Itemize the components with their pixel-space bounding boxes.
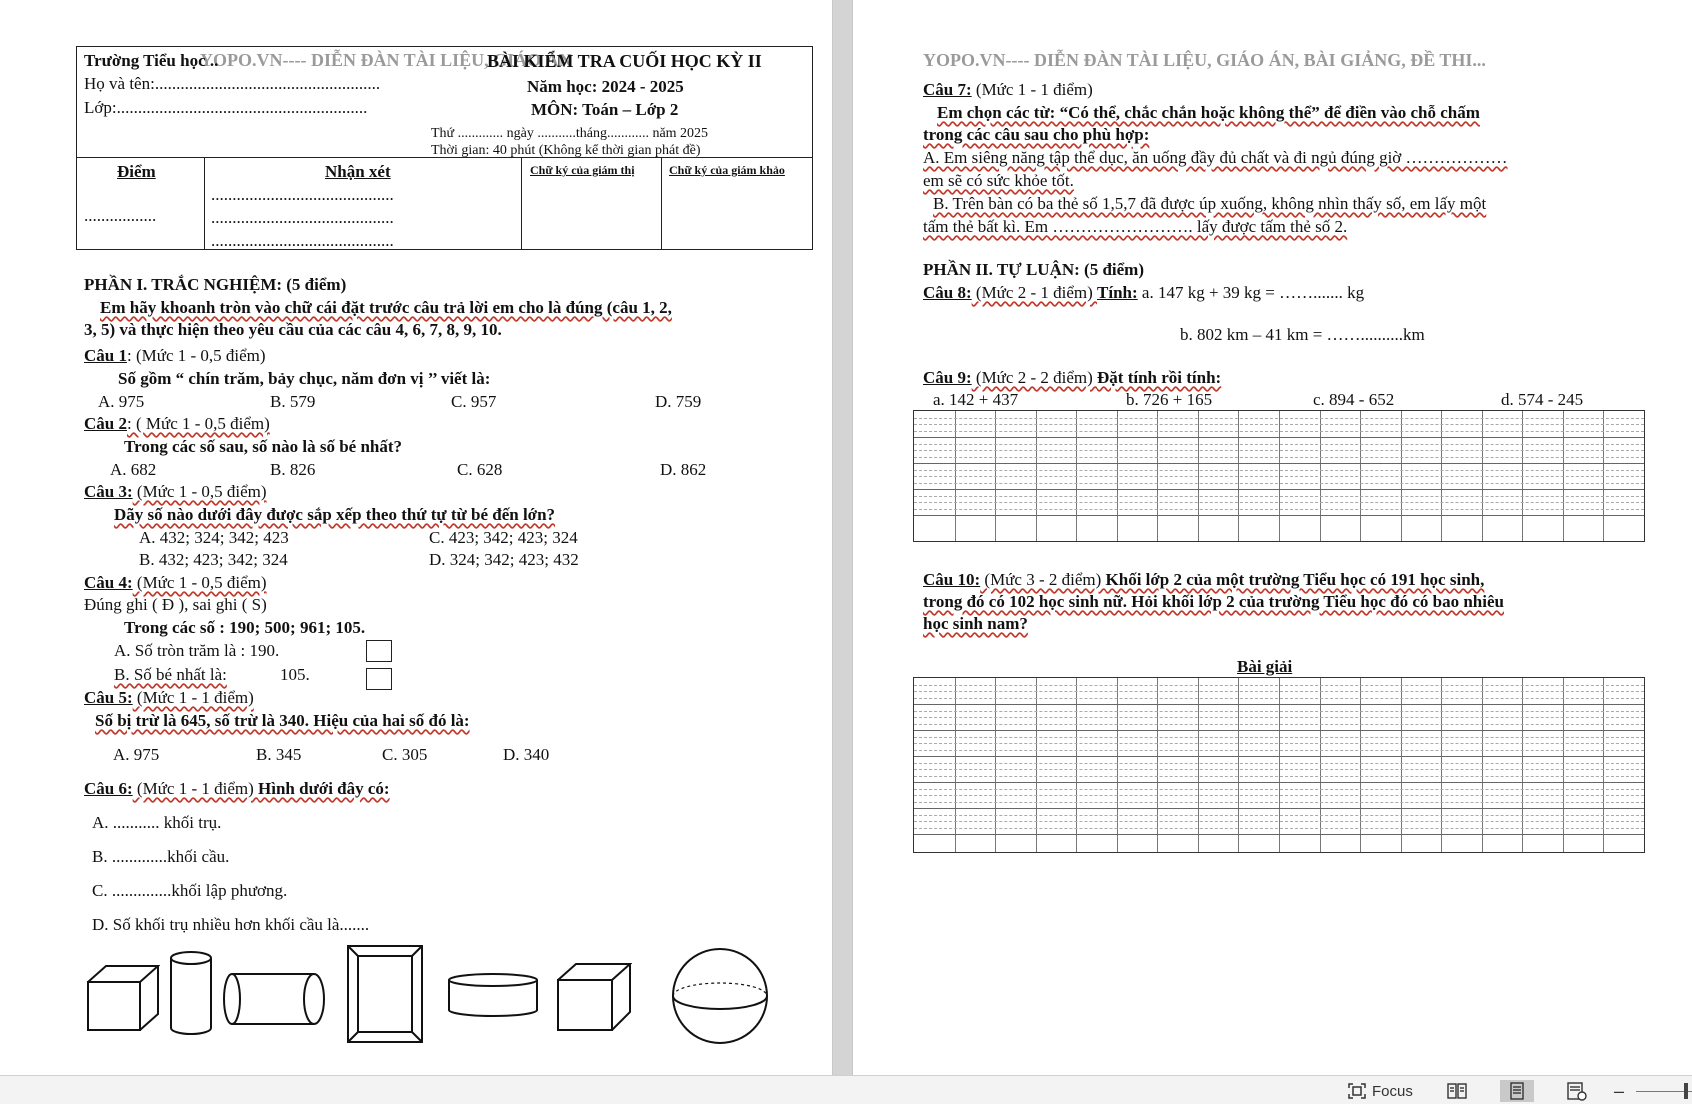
- zoom-slider-thumb[interactable]: [1684, 1083, 1688, 1099]
- q7-sentence-b-cont[interactable]: tấm thẻ bất kì. Em ……………………. lấy được tấm thẻ số 2.: [923, 217, 1348, 236]
- score-field[interactable]: .................: [84, 206, 157, 225]
- q8-part-a[interactable]: a. 147 kg + 39 kg = ……....... kg: [1137, 283, 1365, 302]
- grid-row-line: [914, 704, 1644, 705]
- q7-text: Em chọn các từ: “Có thể, chắc chắn hoặc không thể” để điền vào chỗ chấm: [937, 103, 1480, 122]
- q1-text: Số gồm “ chín trăm, bảy chục, năm đơn vị ’’ viết là:: [118, 369, 491, 388]
- cuboid-shape: [346, 944, 424, 1044]
- q6-label: Câu 6:: [84, 779, 133, 798]
- q5-label: Câu 5:: [84, 688, 133, 707]
- cylinder-shape: [168, 950, 214, 1036]
- part2-title: PHẦN II. TỰ LUẬN: (5 điểm): [923, 260, 1144, 279]
- q9-problem-b: b. 726 + 165: [1126, 390, 1213, 409]
- grid-subline: [914, 685, 1644, 686]
- q8-label: Câu 8:: [923, 283, 972, 302]
- grid-subline: [914, 483, 1644, 484]
- print-layout-icon: [1508, 1081, 1526, 1101]
- grid-subline: [914, 750, 1644, 751]
- grid-row-line: [914, 489, 1644, 490]
- grid-row-line: [914, 808, 1644, 809]
- grid-row-line: [914, 463, 1644, 464]
- zoom-slider[interactable]: [1636, 1080, 1692, 1102]
- part1-instruction-cont: 3, 5) và thực hiện theo yêu cầu của các câu 4, 6, 7, 8, 9, 10.: [84, 320, 502, 339]
- q1-option-a[interactable]: A. 975: [98, 392, 145, 411]
- q2-label: Câu 2: [84, 414, 127, 433]
- comment-line[interactable]: ...........................................: [211, 185, 394, 204]
- q3-option-d[interactable]: D. 324; 342; 423; 432: [429, 550, 579, 569]
- grid-subline: [914, 698, 1644, 699]
- q8-task: Tính:: [1097, 283, 1138, 302]
- q5-option-c[interactable]: C. 305: [382, 745, 428, 764]
- class-line[interactable]: Lớp:...........................................................: [84, 98, 368, 117]
- q6-item-a: A. ........... khối trụ.: [92, 813, 222, 832]
- grid-subline: [914, 815, 1644, 816]
- grid-subline: [914, 717, 1644, 718]
- q3-option-c[interactable]: C. 423; 342; 423; 324: [429, 528, 578, 547]
- q1-option-d[interactable]: D. 759: [655, 392, 702, 411]
- watermark: YOPO.VN---- DIỄN ĐÀN TÀI LIỆU, GIÁO ÁN, BÀI GIẢNG, ĐỀ THI...: [923, 50, 1486, 70]
- q6-item-d: D. Số khối trụ nhiều hơn khối cầu là.......: [92, 915, 370, 934]
- grid-row-line: [914, 730, 1644, 731]
- grid-row-line: [914, 437, 1644, 438]
- q9-label: Câu 9:: [923, 368, 972, 387]
- grid-subline: [914, 476, 1644, 477]
- q2-option-a[interactable]: A. 682: [110, 460, 157, 479]
- q10-text-end: học sinh nam?: [923, 614, 1028, 633]
- q9-text: Đặt tính rồi tính:: [1097, 368, 1222, 387]
- print-layout-button[interactable]: [1500, 1080, 1534, 1102]
- focus-label: Focus: [1372, 1082, 1413, 1100]
- grid-subline: [914, 802, 1644, 803]
- q1-level: : (Mức 1 - 0,5 điểm): [126, 346, 266, 365]
- q2-option-b[interactable]: B. 826: [270, 460, 316, 479]
- q5-option-a[interactable]: A. 975: [113, 745, 160, 764]
- examiner-sign-header: Chữ ký của giám khảo: [669, 163, 785, 177]
- document-page-right: [853, 0, 1692, 1075]
- grid-subline: [914, 724, 1644, 725]
- q3-level: (Mức 1 - 0,5 điểm): [132, 482, 267, 501]
- grid-subline: [914, 418, 1644, 419]
- grid-subline: [914, 828, 1644, 829]
- q6-text: Hình dưới đây có:: [258, 779, 390, 798]
- grid-subline: [914, 821, 1644, 822]
- sphere-shape: [670, 946, 770, 1046]
- grid-row-line: [914, 834, 1644, 835]
- q5-level: (Mức 1 - 1 điểm): [132, 688, 254, 707]
- q4-instruction: Đúng ghi ( Đ ), sai ghi ( S): [84, 595, 267, 614]
- q6-item-b: B. .............khối cầu.: [92, 847, 230, 866]
- grid-subline: [914, 769, 1644, 770]
- q9-work-grid[interactable]: [913, 410, 1645, 542]
- header-divider: [521, 157, 522, 249]
- grid-subline: [914, 789, 1644, 790]
- q6-level: (Mức 1 - 1 điểm): [132, 779, 259, 798]
- q7-sentence-a[interactable]: A. Em siêng năng tập thể dục, ăn uống đầy đủ chất và đi ngủ đúng giờ ………………: [923, 148, 1508, 167]
- grid-subline: [914, 470, 1644, 471]
- q10-text: Khối lớp 2 của một trường Tiểu học có 191 học sinh,: [1105, 570, 1485, 589]
- status-bar: [0, 1075, 1692, 1104]
- q8-level: (Mức 2 - 1 điểm): [971, 283, 1098, 302]
- date-line: Thứ ............. ngày ...........tháng............ năm 2025: [431, 126, 709, 141]
- proctor-sign-header: Chữ ký của giám thị: [530, 163, 635, 177]
- q9-problem-a: a. 142 + 437: [933, 390, 1019, 409]
- grid-subline: [914, 431, 1644, 432]
- q1-option-c[interactable]: C. 957: [451, 392, 497, 411]
- comment-header: Nhận xét: [325, 162, 391, 181]
- header-divider: [204, 157, 205, 249]
- lying-cylinder-shape: [222, 970, 328, 1028]
- score-header: Điểm: [117, 162, 156, 181]
- q5-option-d[interactable]: D. 340: [503, 745, 550, 764]
- q3-option-a[interactable]: A. 432; 324; 342; 423: [139, 528, 289, 547]
- q8-part-b[interactable]: b. 802 km – 41 km = ……..........km: [1180, 325, 1425, 344]
- q2-level: : ( Mức 1 - 0,5 điểm): [126, 414, 270, 433]
- grid-subline: [914, 450, 1644, 451]
- grid-subline: [914, 743, 1644, 744]
- cube-shape: [556, 962, 632, 1034]
- subject-line: MÔN: Toán – Lớp 2: [531, 100, 679, 119]
- comment-line[interactable]: ...........................................: [211, 208, 394, 227]
- q4-text: Trong các số : 190; 500; 961; 105.: [124, 618, 366, 637]
- q7-sentence-b: B. Trên bàn có ba thẻ số 1,5,7 đã được úp xuống, không nhìn thấy số, em lấy một: [933, 194, 1487, 213]
- q9-problem-c: c. 894 - 652: [1313, 390, 1395, 409]
- q10-level: (Mức 3 - 2 điểm): [980, 570, 1106, 589]
- part1-instruction: Em hãy khoanh tròn vào chữ cái đặt trước câu trả lời em cho là đúng (câu 1, 2,: [100, 298, 672, 317]
- focus-icon: [1346, 1081, 1368, 1101]
- cube-shape: [86, 964, 160, 1034]
- focus-mode-button[interactable]: [1346, 1080, 1413, 1102]
- q2-option-d[interactable]: D. 862: [660, 460, 707, 479]
- grid-subline: [914, 737, 1644, 738]
- student-name-line[interactable]: Họ và tên:.....................................................: [84, 74, 381, 93]
- watermark: YOPO.VN---- DIỄN ĐÀN TÀI LIỆU, GIÁO ÁN: [200, 50, 572, 70]
- minus-icon: –: [1614, 1080, 1625, 1101]
- document-page-left: [0, 0, 832, 1075]
- comment-line[interactable]: ...........................................: [211, 231, 394, 250]
- grid-subline: [914, 424, 1644, 425]
- zoom-out-button[interactable]: [1614, 1080, 1624, 1102]
- q7-level: (Mức 1 - 1 điểm): [971, 80, 1093, 99]
- solution-title: Bài giải: [1237, 657, 1293, 676]
- q7-text-cont: trong các câu sau cho phù hợp:: [923, 125, 1150, 144]
- q4-statement-a: A. Số tròn trăm là : 190.: [114, 641, 280, 660]
- q9-problem-d: d. 574 - 245: [1501, 390, 1584, 409]
- read-mode-button[interactable]: [1440, 1080, 1474, 1102]
- grid-subline: [914, 502, 1644, 503]
- q3-label: Câu 3:: [84, 482, 133, 501]
- q3-text: Dãy số nào dưới đây được sắp xếp theo thứ tự từ bé đến lớn?: [114, 505, 556, 524]
- q1-option-b[interactable]: B. 579: [270, 392, 316, 411]
- q4-label: Câu 4:: [84, 573, 133, 592]
- grid-row-line: [914, 515, 1644, 516]
- read-mode-icon: [1446, 1082, 1468, 1100]
- grid-subline: [914, 711, 1644, 712]
- flat-cylinder-shape: [446, 972, 540, 1020]
- grid-subline: [914, 691, 1644, 692]
- grid-row-line: [914, 782, 1644, 783]
- time-line: Thời gian: 40 phút (Không kể thời gian phát đề): [431, 143, 701, 158]
- grid-subline: [914, 509, 1644, 510]
- part1-title: PHẦN I. TRẮC NGHIỆM: (5 điểm): [84, 275, 347, 294]
- q2-option-c[interactable]: C. 628: [457, 460, 503, 479]
- q4-statement-b-value: 105.: [280, 665, 310, 684]
- q10-text-cont: trong đó có 102 học sinh nữ. Hỏi khối lớp 2 của trường Tiểu học đó có bao nhiêu: [923, 592, 1504, 611]
- q5-option-b[interactable]: B. 345: [256, 745, 302, 764]
- q4-statement-b: B. Số bé nhất là:: [114, 665, 227, 684]
- q7-label: Câu 7:: [923, 80, 972, 99]
- q7-sentence-a-cont: em sẽ có sức khỏe tốt.: [923, 171, 1074, 190]
- q4-answer-box-a[interactable]: [366, 640, 392, 662]
- school-year: Năm học: 2024 - 2025: [527, 77, 684, 96]
- web-layout-icon: [1566, 1081, 1588, 1101]
- q1-label: Câu 1: [84, 346, 127, 365]
- grid-subline: [914, 763, 1644, 764]
- q2-text: Trong các số sau, số nào là số bé nhất?: [124, 437, 403, 456]
- q4-level: (Mức 1 - 0,5 điểm): [132, 573, 267, 592]
- page-gutter: [832, 0, 853, 1075]
- web-layout-button[interactable]: [1560, 1080, 1594, 1102]
- exam-title: BÀI KIỂM TRA CUỐI HỌC KỲ II: [487, 51, 762, 71]
- q10-label: Câu 10:: [923, 570, 981, 589]
- grid-subline: [914, 457, 1644, 458]
- header-divider: [661, 157, 662, 249]
- q9-level: (Mức 2 - 2 điểm): [971, 368, 1098, 387]
- grid-row-line: [914, 756, 1644, 757]
- q10-solution-grid[interactable]: [913, 677, 1645, 853]
- q6-item-c: C. ..............khối lập phương.: [92, 881, 288, 900]
- q5-text: Số bị trừ là 645, số trừ là 340. Hiệu của hai số đó là:: [95, 711, 470, 730]
- grid-subline: [914, 795, 1644, 796]
- school-name: Trường Tiểu học ..: [84, 51, 219, 70]
- grid-subline: [914, 444, 1644, 445]
- q3-option-b[interactable]: B. 432; 423; 342; 324: [139, 550, 288, 569]
- grid-subline: [914, 776, 1644, 777]
- grid-subline: [914, 496, 1644, 497]
- q4-answer-box-b[interactable]: [366, 668, 392, 690]
